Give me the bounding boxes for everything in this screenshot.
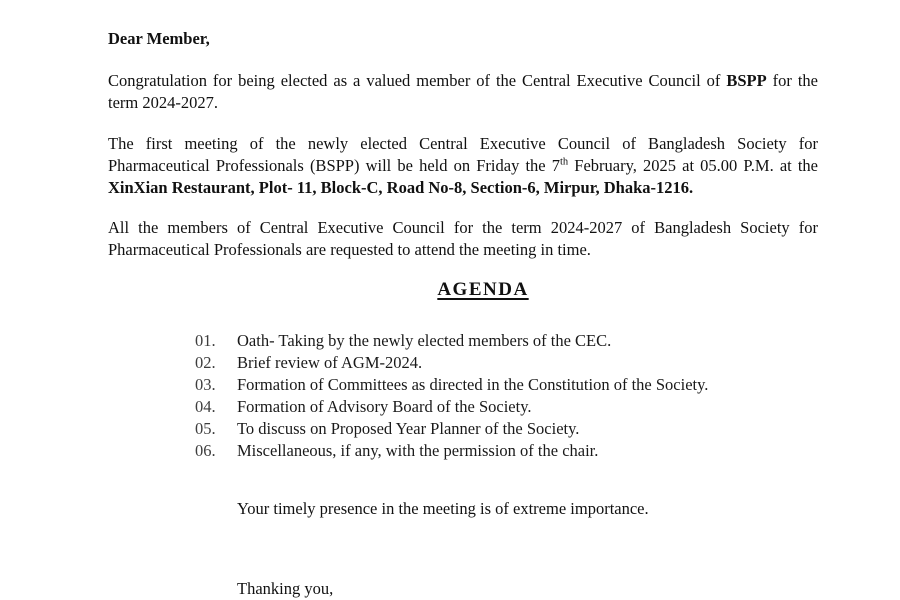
agenda-item-3-number: 03. bbox=[195, 375, 216, 394]
agenda-item-1-number: 01. bbox=[195, 331, 216, 350]
agenda-item-3-text: Formation of Committees as directed in the Constitution of the Society. bbox=[237, 375, 709, 394]
agenda-item-3 bbox=[108, 374, 818, 396]
agenda-item-5 bbox=[108, 418, 818, 440]
agenda-item-2 bbox=[108, 352, 818, 374]
agenda-item-1-text: Oath- Taking by the newly elected members of the CEC. bbox=[237, 331, 612, 350]
paragraph-attendance-request: All the members of Central Executive Council for the term 2024-2027 of Bangladesh Society for Pharmaceutical Professionals are requested to attend the meeting in time. bbox=[108, 218, 818, 259]
agenda-item-4-number: 04. bbox=[195, 397, 216, 416]
agenda-item-4-text: Formation of Advisory Board of the Society. bbox=[237, 397, 532, 416]
agenda-item-6 bbox=[108, 440, 818, 462]
agenda-list bbox=[108, 330, 818, 462]
meeting-date-time: February, 2025 at 05.00 P.M. at the bbox=[568, 156, 819, 175]
agenda-heading bbox=[108, 277, 818, 303]
agenda-item-5-text: To discuss on Proposed Year Planner of the Society. bbox=[237, 419, 580, 438]
agenda-item-2-number: 02. bbox=[195, 353, 216, 372]
closing-salutation: Thanking you, bbox=[237, 579, 334, 598]
paragraph-congratulation-text: Congratulation for being elected as a valued member of the Central Executive Council of bbox=[108, 71, 727, 90]
salutation: Dear Member, bbox=[108, 29, 210, 48]
agenda-item-6-number: 06. bbox=[195, 441, 216, 460]
paragraph-congratulation bbox=[108, 70, 818, 114]
closing-note: Your timely presence in the meeting is of extreme importance. bbox=[237, 499, 649, 518]
agenda-heading-text: AGENDA bbox=[437, 279, 529, 300]
bspp-abbreviation: BSPP bbox=[726, 71, 767, 90]
agenda-item-2-text: Brief review of AGM-2024. bbox=[237, 353, 423, 372]
meeting-details-text: The first meeting of the newly elected Central Executive Council of Bangladesh Society for Pharmaceutical Professionals (BSPP) will be held on Friday the 7 bbox=[108, 134, 818, 175]
agenda-item-5-number: 05. bbox=[195, 419, 216, 438]
paragraph-meeting-details bbox=[108, 133, 818, 199]
agenda-item-6-text: Miscellaneous, if any, with the permission of the chair. bbox=[237, 441, 599, 460]
agenda-item-4 bbox=[108, 396, 818, 418]
paragraph-congratulation-term: for the term 2024-2027. bbox=[108, 71, 818, 112]
ordinal-superscript: th bbox=[559, 156, 569, 168]
agenda-item-1 bbox=[108, 330, 818, 352]
meeting-venue: XinXian Restaurant, Plot- 11, Block-C, Road No-8, Section-6, Mirpur, Dhaka-1216. bbox=[108, 178, 694, 197]
